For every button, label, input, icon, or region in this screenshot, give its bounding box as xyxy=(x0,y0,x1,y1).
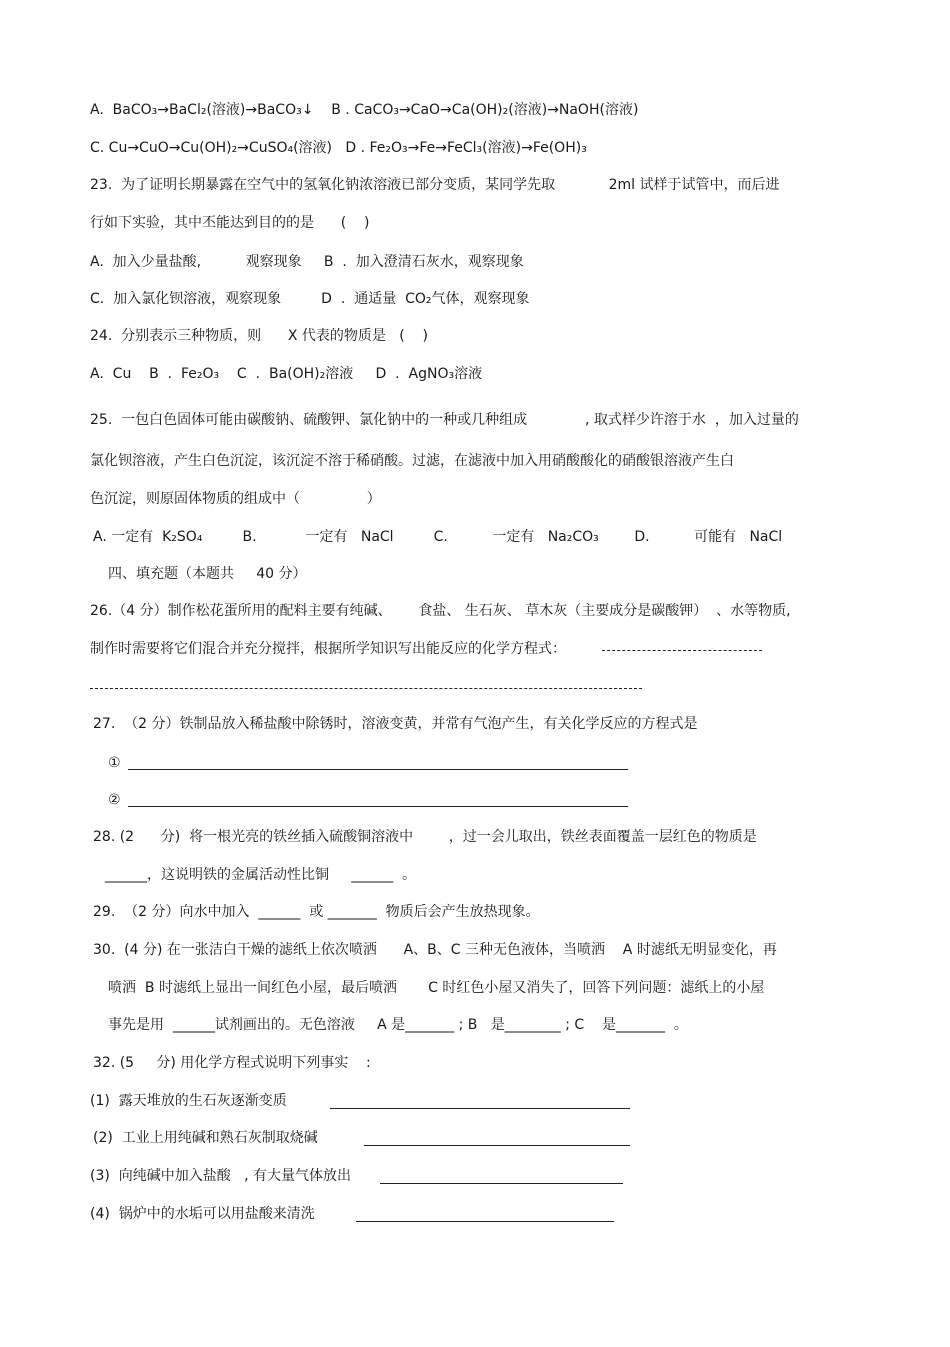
q24-stem: 24. 分别表示三种物质，则 X 代表的物质是 ( ) xyxy=(90,328,428,344)
q25-stem-line1: 25. 一包白色固体可能由碳酸钠、硫酸钾、氯化钠中的一种或几种组成 , 取式样少许溶于水 ，加入过量的 xyxy=(90,412,799,428)
q25-options: A. 一定有 K₂SO₄ B. 一定有 NaCl C. 一定有 Na₂CO₃ D. 可能有 NaCl xyxy=(93,529,783,545)
section-heading: 四、填充题（本题共 40 分） xyxy=(108,566,307,582)
q26-answer-dashes-line2 xyxy=(90,688,642,689)
q32-item2: (2) 工业上用纯碱和熟石灰制取烧碱 xyxy=(93,1130,318,1146)
q27-blank1-line[interactable] xyxy=(128,769,628,770)
q32-item3: (3) 向纯碱中加入盐酸 , 有大量气体放出 xyxy=(90,1168,351,1184)
q27-blank2-marker: ② xyxy=(108,792,121,808)
q27-blank2-line[interactable] xyxy=(128,806,628,807)
q28-stem-line2: ______，这说明铁的金属活动性比铜 ______ 。 xyxy=(105,867,417,883)
q30-stem-line2: 喷洒 B 时滤纸上显出一间红色小屋，最后喷洒 C 时红色小屋又消失了，回答下列问题：滤纸上的小屋 xyxy=(108,980,765,996)
q26-stem-line1: 26.（4 分）制作松花蛋所用的配料主要有纯碱、 食盐、 生石灰、 草木灰（主要成分是碳酸钾） 、水等物质, xyxy=(90,603,791,619)
q27-blank1-marker: ① xyxy=(108,755,121,771)
q23-stem-line2: 行如下实验，其中丕能达到目的的是 ( ) xyxy=(90,215,370,231)
q22-options-cd: C. Cu→CuO→Cu(OH)₂→CuSO₄(溶液) D . Fe₂O₃→Fe→FeCl₃(溶液)→Fe(OH)₃ xyxy=(90,140,587,156)
q32-item4: (4) 锅炉中的水垢可以用盐酸来清洗 xyxy=(90,1206,315,1222)
q32-item1-answer-line[interactable] xyxy=(330,1108,630,1109)
q23-stem-line1: 23. 为了证明长期暴露在空气中的氢氧化钠浓溶液已部分变质，某同学先取 2ml 试样于试管中，而后进 xyxy=(90,177,780,193)
q23-options-cd: C. 加入氯化钡溶液，观察现象 D . 通适量 CO₂气体，观察现象 xyxy=(90,291,530,307)
q32-item3-answer-line[interactable] xyxy=(380,1183,623,1184)
q29-stem: 29. （2 分）向水中加入 ______ 或 _______ 物质后会产生放热现象。 xyxy=(93,904,540,920)
q32-item2-answer-line[interactable] xyxy=(364,1145,630,1146)
q25-stem-line3: 色沉淀，则原固体物质的组成中（ ） xyxy=(90,491,381,507)
q25-stem-line2: 氯化钡溶液，产生白色沉淀，该沉淀不溶于稀硝酸。过滤，在滤液中加入用硝酸酸化的硝酸银溶液产生白 xyxy=(90,453,734,469)
q32-stem: 32. (5 分) 用化学方程式说明下列事实 : xyxy=(93,1055,371,1071)
q22-options-ab: A. BaCO₃→BaCl₂(溶液)→BaCO₃↓ B . CaCO₃→CaO→Ca(OH)₂(溶液)→NaOH(溶液) xyxy=(90,102,639,118)
q30-stem-line3: 事先是用 ______试剂画出的。无色溶液 A 是_______ ; B 是________ ; C 是_______ 。 xyxy=(108,1017,688,1033)
q27-stem: 27. （2 分）铁制品放入稀盐酸中除锈时，溶液变黄，并常有气泡产生，有关化学反应的方程式是 xyxy=(93,716,698,732)
q26-answer-dashes-line1 xyxy=(602,650,762,651)
q32-item1: (1) 露天堆放的生石灰逐渐变质 xyxy=(90,1093,287,1109)
q23-options-ab: A. 加入少量盐酸, 观察现象 B . 加入澄清石灰水，观察现象 xyxy=(90,254,524,270)
q24-options: A. Cu B . Fe₂O₃ C . Ba(OH)₂溶液 D . AgNO₃溶液 xyxy=(90,366,483,382)
q28-stem-line1: 28. (2 分) 将一根光亮的铁丝插入硫酸铜溶液中 ，过一会儿取出，铁丝表面覆盖一层红色的物质是 xyxy=(93,829,757,845)
q30-stem-line1: 30. (4 分) 在一张洁白干燥的滤纸上依次喷洒 A、B、C 三种无色液体，当喷洒 A 时滤纸无明显变化，再 xyxy=(93,942,777,958)
q26-stem-line2: 制作时需要将它们混合并充分搅拌，根据所学知识写出能反应的化学方程式： xyxy=(90,641,566,657)
q32-item4-answer-line[interactable] xyxy=(356,1221,614,1222)
